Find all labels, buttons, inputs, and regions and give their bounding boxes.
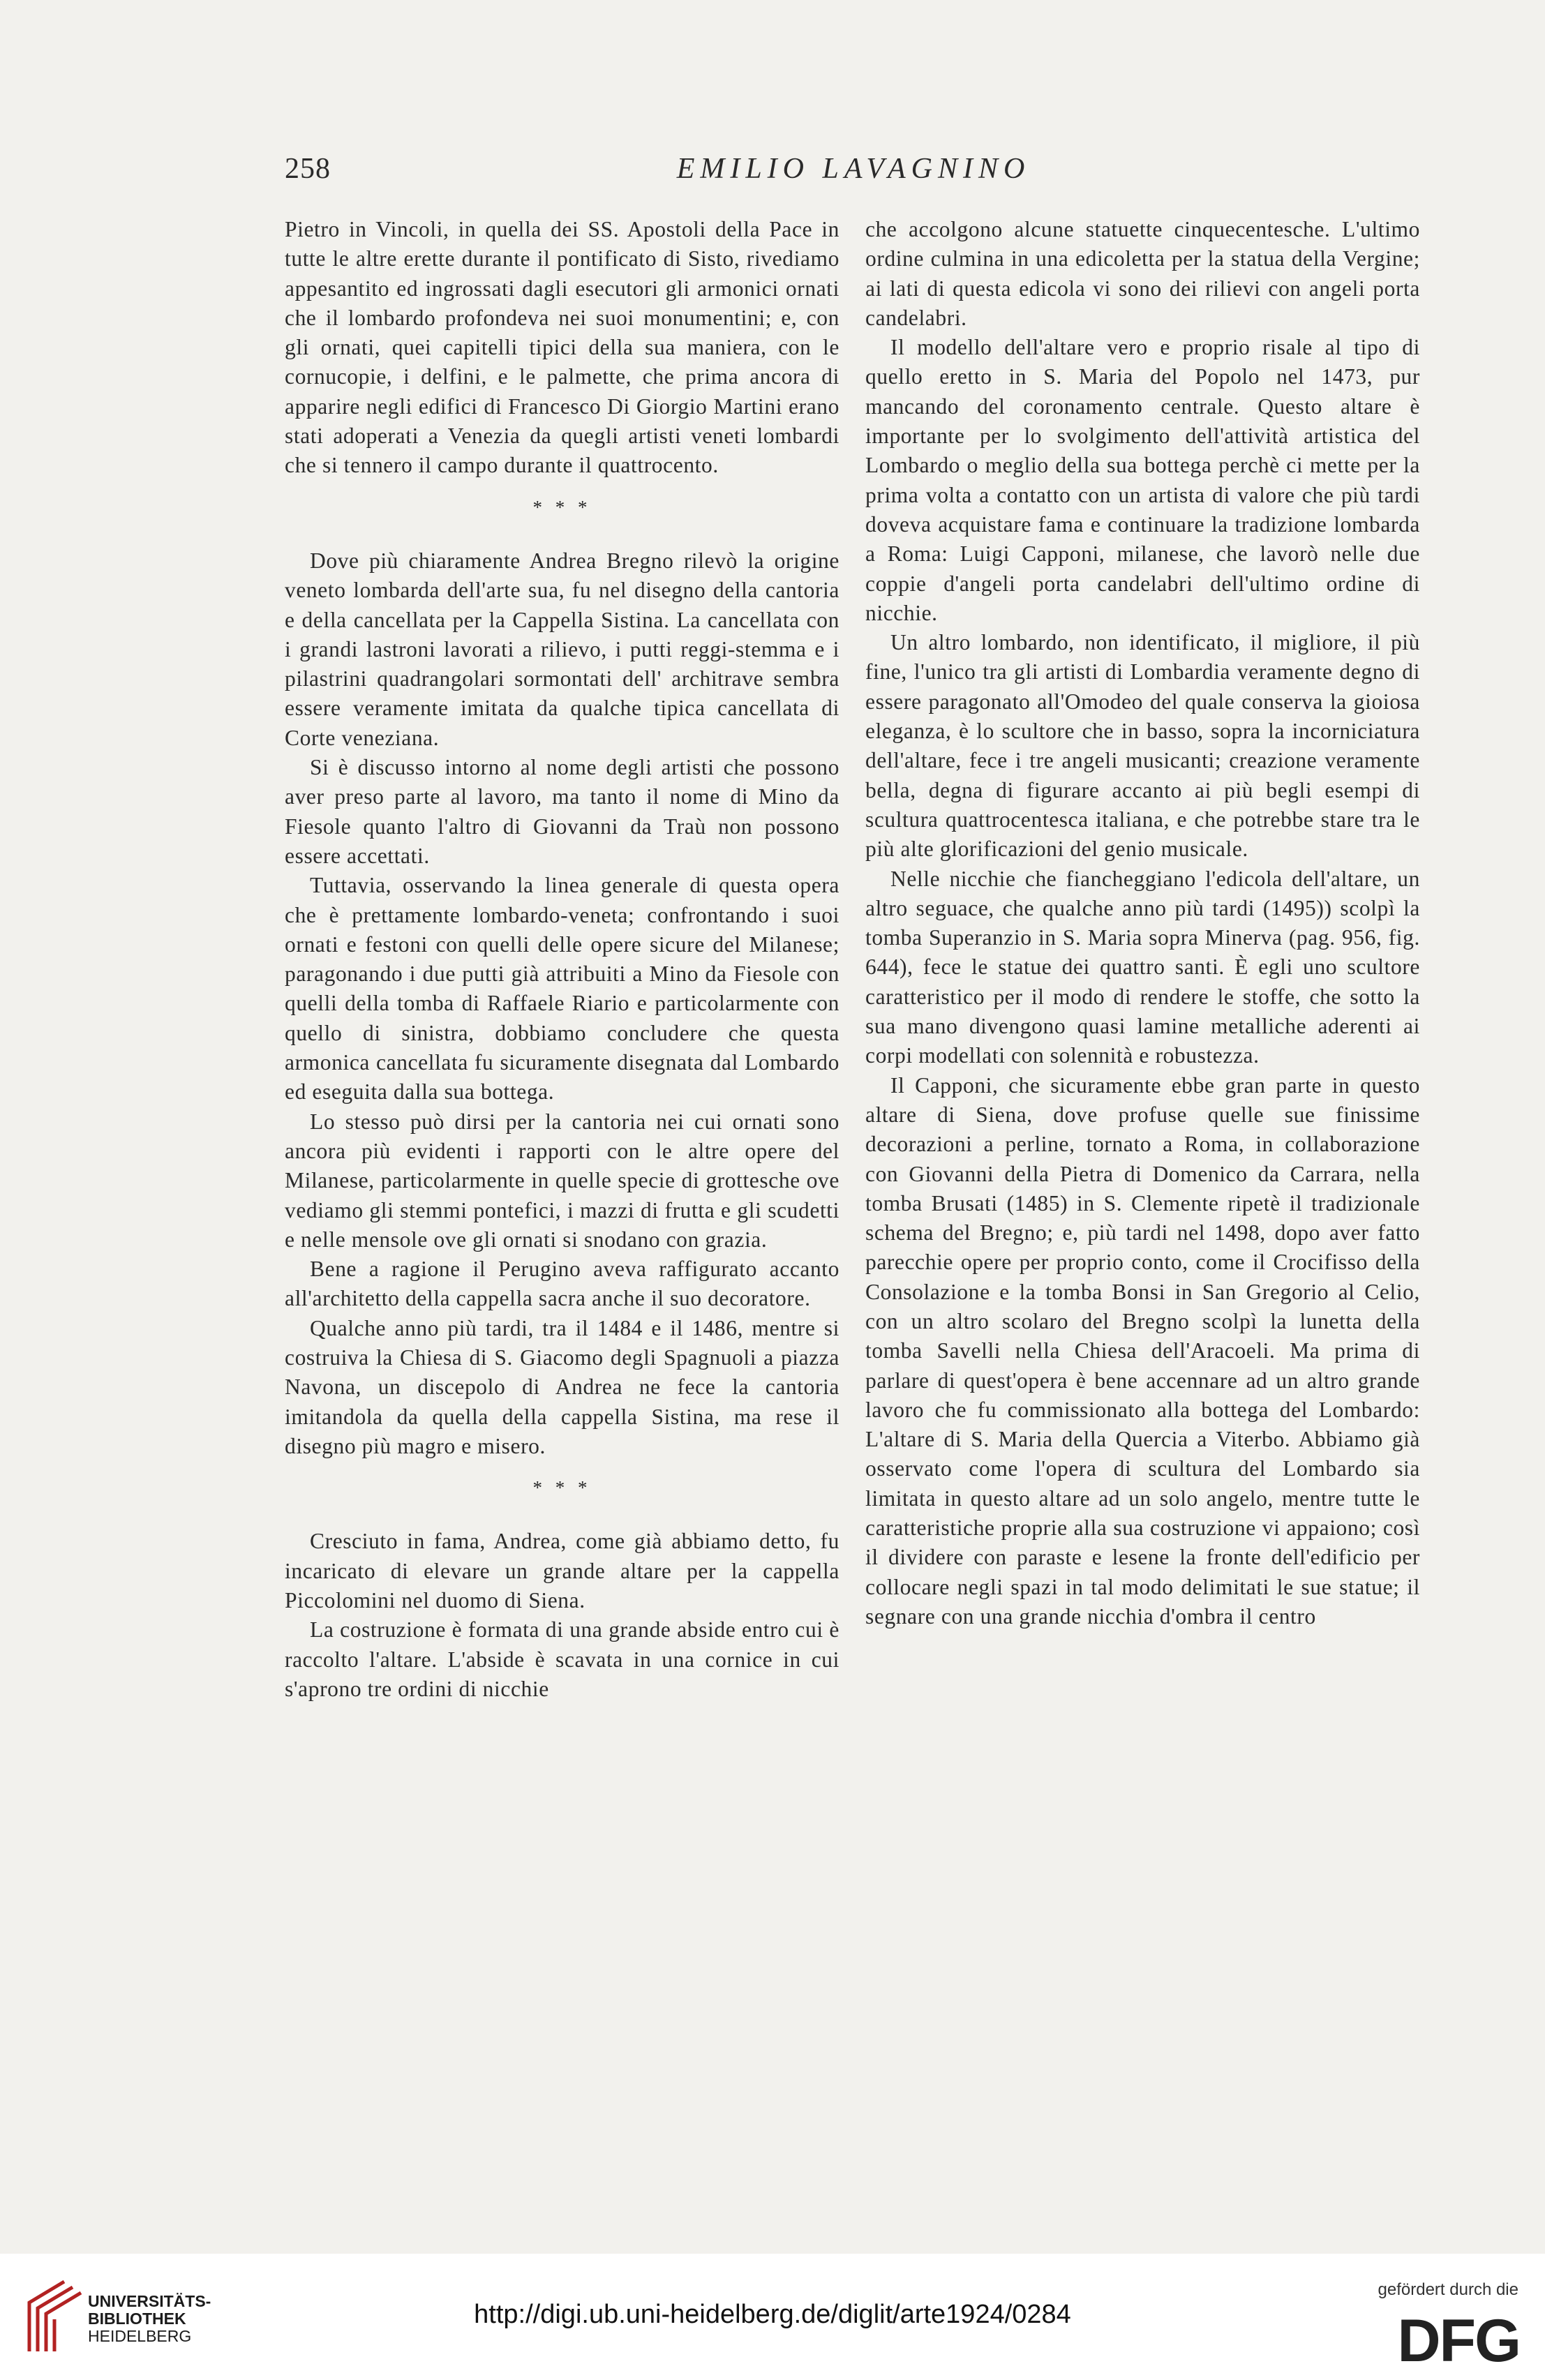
body-paragraph: Dove più chiaramente Andrea Bregno rilevò la origine veneto lombarda dell'arte sua, fu nel disegno della cantoria e della cancellata per la Cappella Sistina. La cancellata con i grandi lastroni lavorati a rilievo, i putti reggi-stemma e i pilastrini quadrangolari sormontati dell' architrave sembra essere veramente imitata da qualche tipica cancellata di Corte veneziana. xyxy=(285,548,839,750)
body-paragraph: Cresciuto in fama, Andrea, come già abbiamo detto, fu incaricato di elevare un grande altare per la cappella Piccolomini nel duomo di Siena. xyxy=(285,1529,839,1613)
library-name-line: UNIVERSITÄTS- xyxy=(88,2292,211,2310)
body-paragraph: Il Capponi, che sicuramente ebbe gran parte in questo altare di Siena, dove profuse quelle sue finissime decorazioni a perline, tornato a Roma, in collaborazione con Giovanni della Pietra di Domenico da Carrara, nella tomba Brusati (1485) in S. Clemente ripetè il tradizionale schema del Bregno; e, più tardi nel 1498, dopo aver fatto parecchie opere per proprio conto, come il Crocifisso della Consolazione e la tomba Bonsi in San Gregorio al Celio, con un altro scolaro del Bregno scolpì la lunetta della tomba Savelli nella Chiesa dell'Aracoeli. Ma prima di parlare di quest'opera è bene accennare ad un altro grande lavoro che fu commissionato alla bottega del Lombardo: L'altare di S. Maria della Quercia a Viterbo. Abbiamo già osservato come l'opera di scultura del Lombardo sia limitata in questo altare ad un solo angelo, mentre tutte le caratteristiche proprie alla sua costruzione vi appaiono; così il dividere con paraste e lesene la fronte dell'edificio per collocare negli spazi in tal modo delimitati le sue statue; il segnare con una grande nicchia d'ombra il centro xyxy=(865,1072,1420,1629)
source-url-link[interactable]: http://digi.ub.uni-heidelberg.de/diglit/arte1924/0284 xyxy=(474,2300,1071,2329)
body-paragraph: Un altro lombardo, non identificato, il migliore, il più fine, l'unico tra gli artisti di Lombardia veramente degno di essere paragonato all'Omodeo del quale conserva la gioiosa eleganza, è lo scultore che in basso, sopra la incorniciatura dell'altare, fece i tre angeli musicanti; creazione veramente bella, degna di figurare accanto ai più begli esempi di scultura quattrocentesca italiana, e che potrebbe stare tra le più alte glorificazioni del genio musicale. xyxy=(865,630,1420,862)
body-paragraph: che accolgono alcune statuette cinquecentesche. L'ultimo ordine culmina in una edicoletta per la statua della Vergine; ai lati di questa edicola vi sono dei rilievi con angeli porta candelabri. xyxy=(865,217,1420,330)
footer-bar xyxy=(0,2254,1545,2380)
body-paragraph: Tuttavia, osservando la linea generale di questa opera che è prettamente lombardo-veneta; confrontando i suoi ornati e festoni con quelli delle opere sicure del Milanese; paragonando i due putti già attribuiti a Mino da Fiesole con quelli della tomba di Raffaele Riario e particolarmente con quello di sinistra, dobbiamo concludere che questa armonica cancellata fu sicuramente disegnata dal Lombardo ed eseguita dalla sua bottega. xyxy=(285,873,839,1105)
body-paragraph: Pietro in Vincoli, in quella dei SS. Apostoli della Pace in tutte le altre erette durante il pontificato di Sisto, rivediamo appesantito ed ingrossati dagli esecutori gli armonici ornati che il lombardo profondeva nei suoi monumentini; e, con gli ornati, quei capitelli tipici della sua maniera, con le cornucopie, i delfini, e le palmette, che prima ancora di apparire negli edifici di Francesco Di Giorgio Martini erano stati adoperati a Venezia da quegli artisti veneti lombardi che si tennero il campo durante il quattrocento. xyxy=(285,217,839,478)
library-name-line: BIBLIOTHEK xyxy=(88,2310,186,2328)
body-paragraph: Nelle nicchie che fiancheggiano l'edicola dell'altare, un altro seguace, che qualche anno più tardi (1495)) scolpì la tomba Superanzio in S. Maria sopra Minerva (pag. 956, fig. 644), fece le statue dei quattro santi. È egli uno scultore caratteristico per il modo di rendere le stoffe, che sotto la sua mano divengono quasi lamine metalliche aderenti ai corpi modellati con solennità e robustezza. xyxy=(865,866,1420,1068)
section-separator: * * * xyxy=(532,1477,592,1499)
text-column-right xyxy=(865,215,1420,1631)
running-head: EMILIO LAVAGNINO xyxy=(676,153,1031,185)
body-paragraph: Lo stesso può dirsi per la cantoria nei cui ornati sono ancora più evidenti i rapporti con le altre opere del Milanese, particolarmente in quelle specie di grottesche ove vediamo gli stemmi pontefici, i mazzi di frutta e gli scudetti e nelle mensole ove gli ornati si snodano con grazia. xyxy=(285,1109,839,1252)
body-paragraph: Bene a ragione il Perugino aveva raffigurato accanto all'architetto della cappella sacra anche il suo decoratore. xyxy=(285,1257,839,1311)
body-paragraph: Si è discusso intorno al nome degli artisti che possono aver preso parte al lavoro, ma tanto il nome di Mino da Fiesole quanto l'altro di Giovanni da Traù non possono essere accettati. xyxy=(285,755,839,868)
section-separator: * * * xyxy=(532,496,592,518)
page-number: 258 xyxy=(285,153,331,185)
body-paragraph: La costruzione è formata di una grande abside entro cui è raccolto l'altare. L'abside è scavata in una cornice in cui s'aprono tre ordini di nicchie xyxy=(285,1617,839,1701)
funded-by-label: gefördert durch die xyxy=(1378,2280,1518,2299)
body-paragraph: Qualche anno più tardi, tra il 1484 e il 1486, mentre si costruiva la Chiesa di S. Giacomo degli Spagnuoli a piazza Navona, un discepolo di Andrea ne fece la cantoria imitandola da quella della cappella Sistina, ma rese il disegno più magro e misero. xyxy=(285,1315,839,1458)
body-paragraph: Il modello dell'altare vero e proprio risale al tipo di quello eretto in S. Maria del Popolo nel 1473, pur mancando del coronamento centrale. Questo altare è importante per lo svolgimento dell'attività artistica del Lombardo o meglio della sua bottega perchè ci mette per la prima volta a contatto con un artista di valore che più tardi doveva acquistare fama e continuare la tradizione lombarda a Roma: Luigi Capponi, milanese, che lavorò nelle due coppie d'angeli porta candelabri dell'ultimo ordine di nicchie. xyxy=(865,335,1420,625)
dfg-logo: DFG xyxy=(1397,2307,1520,2374)
library-name-line: HEIDELBERG xyxy=(88,2327,192,2345)
text-column-left xyxy=(285,215,839,1704)
page-header xyxy=(285,152,1422,194)
